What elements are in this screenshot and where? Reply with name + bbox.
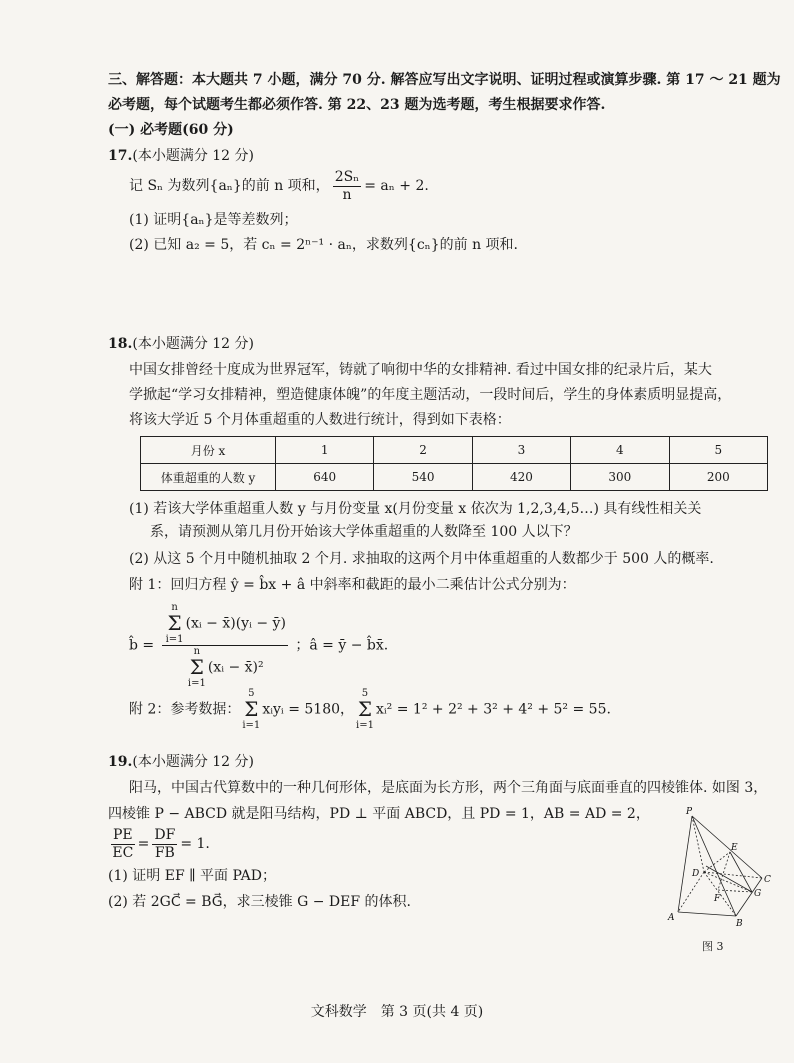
ratio-equals: = 1. xyxy=(180,836,210,852)
bhat-denominator xyxy=(162,646,288,689)
label-D: D xyxy=(692,869,700,879)
table-cell: 420 xyxy=(472,464,570,491)
frac-num: PE xyxy=(113,826,133,843)
bhat-den-expr: (xᵢ − x̄)² xyxy=(207,659,264,676)
q18-part1-line1: (1) 若该大学体重超重人数 y 与月份变量 x(月份变量 x 依次为 1,2,3,4,5…) 具有线性相关关 xyxy=(129,501,702,517)
table-cell: 4 xyxy=(571,437,669,464)
section-instructions-line1: 三、解答题：本大题共 7 小题，满分 70 分. 解答应写出文字说明、证明过程或演算步骤. 第 17 ～ 21 题为 xyxy=(108,72,781,88)
table-cell: 200 xyxy=(669,464,767,491)
bhat-numerator xyxy=(162,602,288,646)
table-row xyxy=(141,464,768,491)
table-cell: 540 xyxy=(374,464,472,491)
table-cell: 1 xyxy=(276,437,374,464)
q17-score: (本小题满分 12 分) xyxy=(132,148,254,164)
section-instructions-line2: 必考题，每个试题考生都必须作答. 第 22、23 题为选考题，考生根据要求作答. xyxy=(108,97,606,113)
q19-ratio: $\frac{PE}{EC}$ = $\frac{DF}{FB}$ = 1. xyxy=(112,826,210,861)
sum-bottom: i=1 xyxy=(242,720,261,731)
q18-bhat-formula xyxy=(129,602,389,689)
appendix2-xy: xᵢyᵢ = 5180， xyxy=(262,701,355,718)
q18-part1-line2: 系，请预测从第几月份开始该大学体重超重的人数降至 100 人以下？ xyxy=(150,524,578,540)
q19-number: 19. xyxy=(108,754,133,770)
ahat-formula: ；â = ȳ − b̂x̄. xyxy=(295,637,389,654)
table-row xyxy=(141,437,768,464)
q18-appendix1: 附 1：回归方程 ŷ = b̂x + â 中斜率和截距的最小二乘估计公式分别为： xyxy=(129,577,576,593)
pe-ec-fraction xyxy=(111,827,135,862)
q17-frac-num: 2Sₙ xyxy=(334,168,360,185)
sum-top: n xyxy=(171,602,178,613)
edge-PC xyxy=(692,816,762,878)
sum-top: n xyxy=(193,646,201,657)
q17-stem xyxy=(129,166,429,206)
bhat-num-expr: (xᵢ − x̄)(yᵢ − ȳ) xyxy=(185,615,286,632)
appendix2-x2: xᵢ² = 1² + 2² + 3² + 4² + 5² = 55. xyxy=(375,701,611,718)
edge-AB xyxy=(678,912,736,916)
table-header-month: 月份 x xyxy=(141,437,276,464)
q18-score: (本小题满分 12 分) xyxy=(132,336,254,352)
q19-part2: (2) 若 2GC⃗ = BG⃗，求三棱锥 G − DEF 的体积. xyxy=(108,894,411,910)
sum-symbol: n Σ i=1 xyxy=(187,646,206,689)
table-cell: 300 xyxy=(571,464,669,491)
label-F: F xyxy=(714,894,721,904)
q17-frac-den: n xyxy=(342,186,352,203)
q17-fraction xyxy=(333,169,362,204)
sum-top: 5 xyxy=(361,688,369,699)
edge-DC xyxy=(704,872,762,878)
q17-part2: (2) 已知 a₂ = 5，若 cₙ = 2ⁿ⁻¹ · aₙ，求数列{cₙ}的前 n 项和. xyxy=(129,237,519,253)
q18-text-line3: 将该大学近 5 个月体重超重的人数进行统计，得到如下表格： xyxy=(129,412,511,428)
q19-score: (本小题满分 12 分) xyxy=(132,754,254,770)
sum-symbol: 5 Σ i=1 xyxy=(356,688,374,731)
sum-top: 5 xyxy=(248,688,255,699)
table-cell: 640 xyxy=(276,464,374,491)
label-G: G xyxy=(754,889,762,899)
edge-PA xyxy=(678,816,692,912)
q17-stem-post: = aₙ + 2. xyxy=(364,178,429,194)
q18-header xyxy=(108,334,254,354)
q18-appendix2 xyxy=(129,688,611,731)
label-A: A xyxy=(668,913,675,923)
q18-data-table xyxy=(140,436,768,491)
table-cell: 5 xyxy=(669,437,767,464)
edge-EF xyxy=(718,852,730,890)
q19-part1: (1) 证明 EF ∥ 平面 PAD； xyxy=(108,868,276,884)
part-heading: (一) 必考题(60 分) xyxy=(108,122,234,138)
edge-PD xyxy=(692,816,704,872)
table-cell: 2 xyxy=(374,437,472,464)
edge-DE xyxy=(704,852,730,872)
q18-number: 18. xyxy=(108,336,133,352)
q18-text-line2: 学掀起“学习女排精神，塑造健康体魄”的年度主题活动，一段时间后，学生的身体素质明显提高， xyxy=(129,387,732,403)
page-footer: 文科数学 第 3 页(共 4 页) xyxy=(310,1004,484,1020)
q19-text-line2: 四棱锥 P − ABCD 就是阳马结构，PD ⊥ 平面 ABCD，且 PD = 1，AB = AD = 2， xyxy=(108,806,650,822)
edge-FG2 xyxy=(718,890,752,892)
sum-bottom: i=1 xyxy=(165,634,184,645)
table-header-overweight: 体重超重的人数 y xyxy=(141,464,276,491)
frac-den: EC xyxy=(112,844,134,861)
bhat-label: b̂ = xyxy=(129,637,155,654)
q17-stem-pre: 记 Sₙ 为数列{aₙ}的前 n 项和， xyxy=(129,178,330,194)
edge-DA xyxy=(678,872,704,912)
q19-text-line1: 阳马，中国古代算数中的一种几何形体，是底面为长方形，两个三角面与底面垂直的四棱锥体. 如图 3， xyxy=(129,780,768,796)
figure-caption: 图 3 xyxy=(702,940,724,953)
frac-den: FB xyxy=(154,844,175,861)
q18-part2: (2) 从这 5 个月中随机抽取 2 个月. 求抽取的这两个月中体重超重的人数都少于 500 人的概率. xyxy=(129,551,714,567)
sum-bottom: i=1 xyxy=(356,720,374,731)
label-E: E xyxy=(731,843,738,853)
sum-symbol: n Σ i=1 xyxy=(165,602,184,645)
q19-header xyxy=(108,752,254,772)
label-C: C xyxy=(764,875,771,885)
table-cell: 3 xyxy=(472,437,570,464)
q18-text-line1: 中国女排曾经十度成为世界冠军，铸就了响彻中华的女排精神. 看过中国女排的纪录片后，某大 xyxy=(129,362,712,378)
pyramid-figure xyxy=(656,806,776,948)
sum-bottom: i=1 xyxy=(187,678,206,689)
sum-symbol: 5 Σ i=1 xyxy=(242,688,261,731)
q17-part1: (1) 证明{aₙ}是等差数列； xyxy=(129,212,298,228)
label-B: B xyxy=(736,919,743,929)
bhat-fraction xyxy=(162,602,288,689)
df-fb-fraction xyxy=(152,827,177,862)
frac-num: DF xyxy=(154,826,176,843)
label-P: P xyxy=(686,807,693,817)
q17-number: 17. xyxy=(108,148,133,164)
q17-header xyxy=(108,146,254,166)
appendix2-label: 附 2：参考数据： xyxy=(129,701,241,718)
